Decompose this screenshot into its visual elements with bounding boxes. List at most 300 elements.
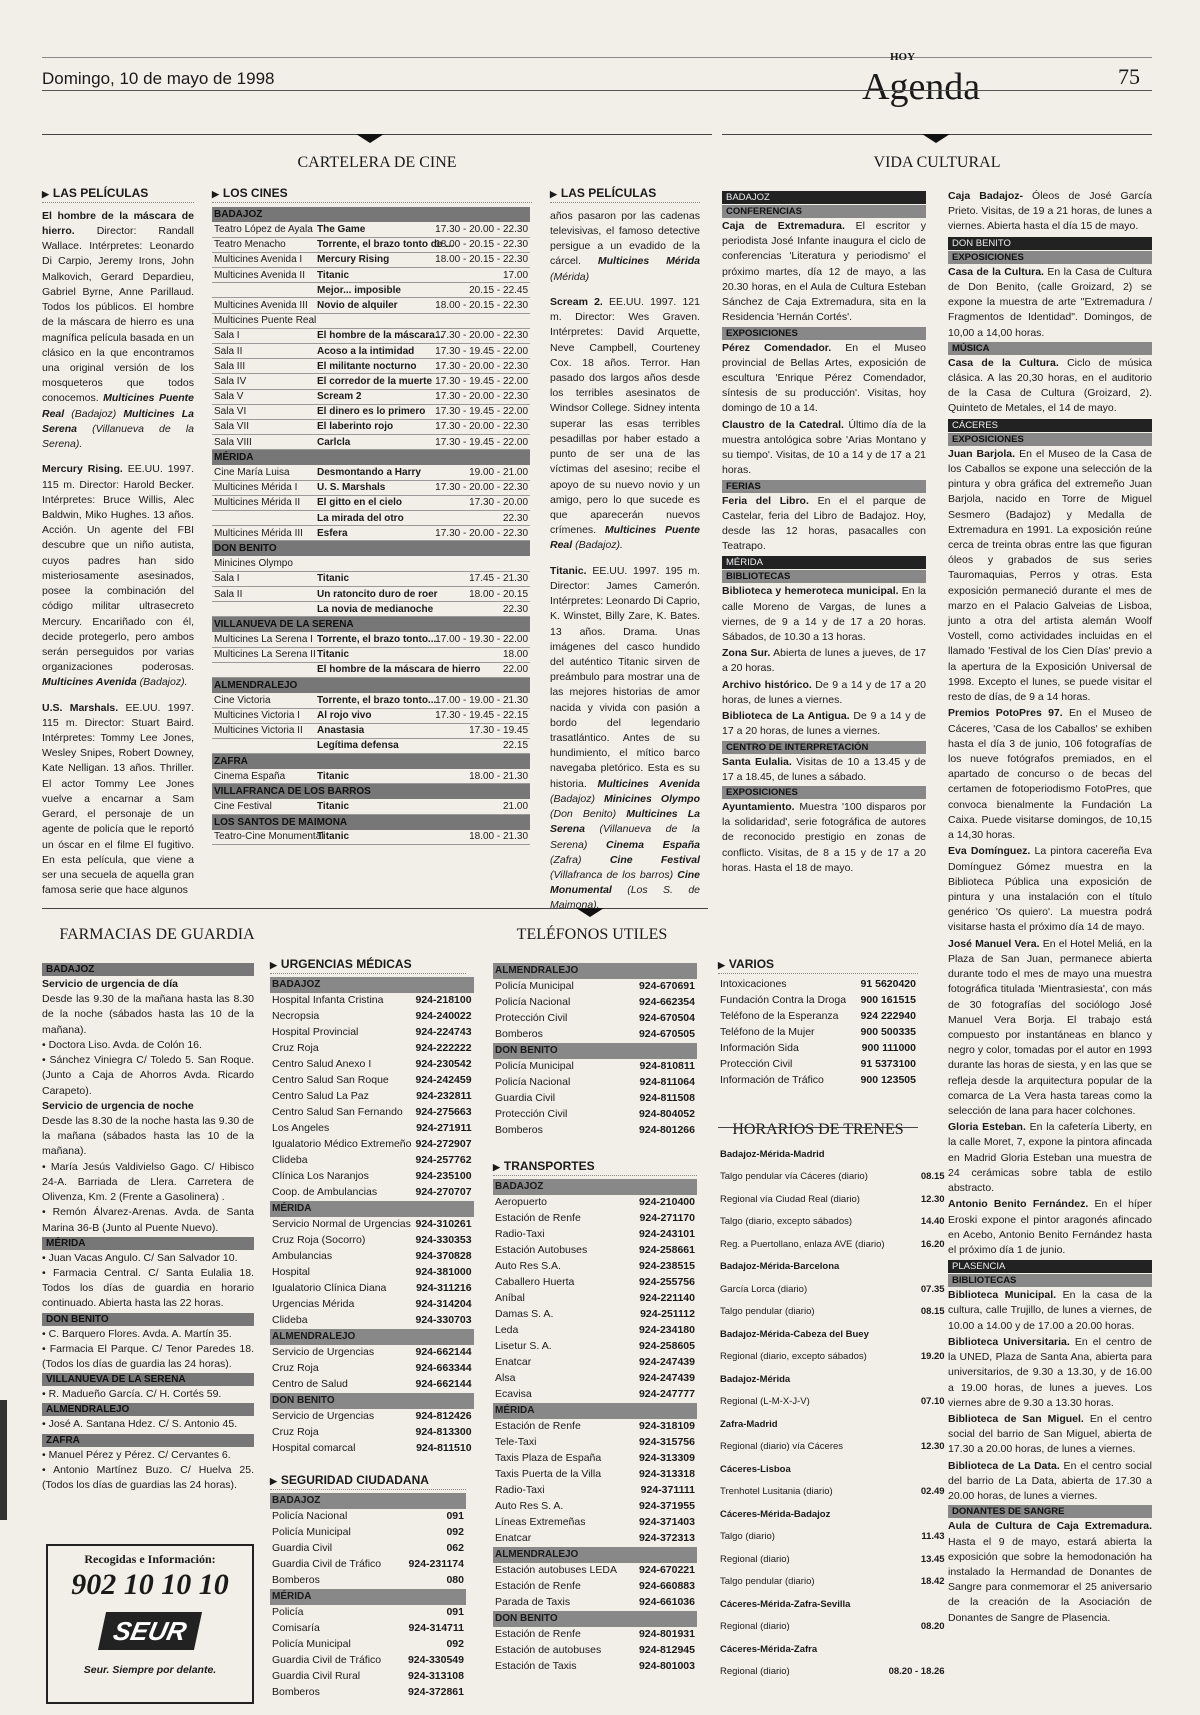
- cine-film: La novia de medianoche: [315, 602, 432, 617]
- farmacia-entry: • Remón Álvarez-Arenas. Avda. de Santa Marina 36-B (Junto al Puente Nuevo).: [42, 1206, 254, 1234]
- cine-hours: 17.30 - 20.00 - 22.30: [432, 480, 530, 495]
- pelicula-title: El hombre de la máscara de hierro.: [42, 209, 194, 238]
- cine-name: Multicines La Serena II: [212, 647, 315, 662]
- tel-name: Comisaría: [272, 1621, 320, 1634]
- tel-name: Servicio Normal de Urgencias: [272, 1217, 411, 1230]
- tel-number[interactable]: 924-662144: [415, 1377, 472, 1390]
- tel-number[interactable]: 924-381000: [415, 1265, 472, 1278]
- cine-name: Multicines Puente Real: [212, 313, 315, 328]
- cine-row: [212, 252, 530, 267]
- tel-group-label: BADAJOZ: [270, 977, 474, 993]
- pelicula-venue: Multicines La Serena: [42, 407, 194, 435]
- cine-name: Teatro-Cine Monumental: [212, 830, 315, 845]
- cine-hours: 17.30 - 19.45 - 22.15: [432, 708, 530, 723]
- cine-row: [212, 344, 530, 359]
- tel-name: Protección Civil: [495, 1012, 568, 1025]
- tel-name: Coop. de Ambulancias: [272, 1185, 378, 1198]
- tel-number[interactable]: 924-222222: [415, 1041, 472, 1054]
- seur-ad[interactable]: [46, 1544, 254, 1704]
- tel-number[interactable]: 924-210400: [638, 1195, 695, 1208]
- tel-number[interactable]: 924-660883: [638, 1579, 695, 1592]
- tel-row: [270, 1073, 474, 1089]
- cultural-entry-body: En la cafetería Liberty, en la calle Moret, 7, expone la pintora afincada en Madrid Gloria Esteban una muestra de 24 cerámicas sobre tabla de estilo abstracto.: [948, 1121, 1152, 1195]
- tel-number[interactable]: 924-243101: [638, 1227, 695, 1240]
- cultural-entry: [722, 494, 926, 555]
- train-service: Regional (diario) vía Cáceres: [720, 1441, 844, 1453]
- tel-number[interactable]: 924-330353: [415, 1233, 472, 1246]
- tel-number[interactable]: 900 111000: [861, 1041, 916, 1054]
- pelicula-entry: [42, 462, 194, 690]
- tel-number[interactable]: 924-810811: [639, 1060, 695, 1073]
- cine-row: [212, 268, 530, 283]
- tel-number[interactable]: 924-811508: [639, 1092, 695, 1105]
- tel-name: Taxis Puerta de la Villa: [495, 1467, 602, 1480]
- tel-row: [270, 1573, 466, 1589]
- tel-name: Estación de Renfe: [495, 1211, 581, 1224]
- cultural-entry-title: Biblioteca Municipal.: [948, 1289, 1057, 1302]
- tel-number[interactable]: 091: [446, 1605, 464, 1618]
- train-time: 08.15: [920, 1306, 945, 1318]
- tel-number[interactable]: 924-270707: [415, 1185, 472, 1198]
- cine-hours: 22.30: [432, 511, 530, 526]
- cultural-entry-body: Muestra '100 disparos por la solidaridad', serie fotográfica de autores de reconocido prestigio en zonas de conflicto. Visitas, de 8 a 15 y de 17 a 20 horas. Hasta el 18 de mayo.: [722, 801, 926, 874]
- tel-number[interactable]: 924-662144: [415, 1345, 472, 1358]
- tel-group-row: [270, 1201, 474, 1217]
- cultural-city-bar: DON BENITO: [948, 237, 1152, 250]
- tel-number[interactable]: 924-670691: [638, 980, 695, 993]
- cine-row: [212, 830, 530, 845]
- cine-film: Novio de alquiler: [315, 298, 432, 313]
- tel-row: [493, 1627, 697, 1643]
- cultural-entry: [948, 189, 1152, 235]
- tel-number[interactable]: 092: [446, 1525, 464, 1538]
- tel-row: [493, 1075, 697, 1091]
- tel-row: [493, 1107, 697, 1123]
- cine-name: [212, 283, 315, 298]
- cine-name: Multicines Avenida II: [212, 268, 315, 283]
- cine-film: El hombre de la máscara de hierro: [315, 662, 432, 677]
- train-service: Reg. a Puertollano, enlaza AVE (diario): [720, 1238, 885, 1250]
- cine-film: Torrente, el brazo tonto...: [315, 632, 432, 647]
- cine-hours: 22.00: [432, 662, 530, 677]
- tel-number[interactable]: 924-315756: [638, 1435, 695, 1448]
- telefonos-arrow-icon: [576, 908, 604, 917]
- tel-number[interactable]: 080: [446, 1573, 464, 1586]
- tel-number[interactable]: 924-663344: [415, 1361, 472, 1374]
- tel-name: Estación de Renfe: [495, 1627, 581, 1640]
- tel-row: [493, 1371, 697, 1387]
- cine-film: [315, 313, 432, 328]
- tel-number[interactable]: 924-258661: [638, 1243, 695, 1256]
- cine-row: [212, 799, 530, 814]
- cine-row: [212, 389, 530, 404]
- train-time: 08.20 - 18.26: [888, 1666, 945, 1678]
- tel-name: Estación de autobuses: [495, 1643, 602, 1656]
- tel-number[interactable]: 924-235100: [415, 1169, 472, 1182]
- cultural-entry-body: Visitas de 10 a 13.45 y de 17 a 18.45, de lunes a sábado.: [722, 755, 926, 783]
- tel-number[interactable]: 924-242459: [415, 1073, 472, 1086]
- peliculas-head-2: ▶ LAS PELÍCULAS: [550, 186, 700, 203]
- train-row: [718, 1211, 947, 1234]
- tel-row: [493, 1091, 697, 1107]
- cine-hours: 18.00 - 20.15 - 22.30: [432, 252, 530, 267]
- tel-number[interactable]: 924-313309: [638, 1451, 695, 1464]
- tel-number[interactable]: 924-313108: [407, 1669, 464, 1682]
- page-date: Domingo, 10 de mayo de 1998: [42, 69, 275, 88]
- ad-top-text: Recogidas e Información:: [84, 1552, 216, 1566]
- cine-group-label: VILLAFRANCA DE LOS BARROS: [212, 784, 530, 799]
- tel-number[interactable]: 924-314204: [415, 1297, 472, 1310]
- train-route-row: [718, 1414, 947, 1437]
- cine-row: [212, 693, 530, 708]
- cultural-entry-body: Último día de la muestra antológica sobre 'Arias Montano y su tiempo'. Visitas, de 10 a 14 y de 17 a 21 horas.: [722, 418, 926, 477]
- cultural-city-bar: BADAJOZ: [722, 191, 926, 204]
- cultural-entry: [948, 447, 1152, 706]
- cultural-entry-body: En el el parque de Castelar, feria del Libro de Badajoz. Hoy, desde las 12 horas, pasacalles con Teatrapo.: [722, 494, 926, 553]
- cine-film: El gitto en el cielo: [315, 495, 432, 510]
- tel-number[interactable]: 924-232811: [416, 1089, 472, 1102]
- tel-name: Guardia Civil: [495, 1092, 556, 1105]
- tel-name: Policía Municipal: [495, 980, 574, 993]
- train-row: [718, 1166, 947, 1189]
- tel-name: Igualatorio Clínica Diana: [272, 1281, 387, 1294]
- train-row: [718, 1346, 947, 1369]
- tel-number[interactable]: 91 5620420: [860, 977, 916, 990]
- cine-group-row: [212, 784, 530, 799]
- cine-film: Legítima defensa: [315, 738, 432, 753]
- cultural-entry-title: Caja Badajoz-: [948, 190, 1023, 202]
- tel-name: Clideba: [272, 1153, 308, 1166]
- cine-row: [212, 419, 530, 434]
- tel-name: Auto Res S. A.: [495, 1499, 564, 1512]
- tel-group-row: [270, 977, 474, 993]
- cine-row: [212, 632, 530, 647]
- tel-row: [493, 1451, 697, 1467]
- cultural-city-bar: CÁCERES: [948, 419, 1152, 432]
- tel-group-label: ALMENDRALEJO: [493, 963, 697, 979]
- tel-group-row: [493, 1179, 697, 1195]
- tel-number[interactable]: 924-224743: [415, 1025, 472, 1038]
- tel-number[interactable]: 924-238515: [638, 1259, 695, 1272]
- train-route: Badajoz-Mérida: [720, 1373, 791, 1385]
- cultural-entry-body: En la Casa de Cultura de Don Benito, (calle Groizard, 2) se expone la muestra de arte "Extremadura / Fragmentos de Identidad". Domingos, de 10,00 a 14,00 horas.: [948, 265, 1152, 339]
- tel-number[interactable]: 062: [446, 1541, 464, 1554]
- tel-number[interactable]: 924-247777: [638, 1387, 695, 1400]
- telefonos-rule: [272, 908, 708, 909]
- cine-hours: 18.00 - 20.15: [432, 587, 530, 602]
- cine-film: El hombre de la máscara...: [315, 328, 432, 343]
- header-rule: [42, 90, 1152, 91]
- tel-number[interactable]: 924-372861: [407, 1685, 464, 1698]
- train-row: [718, 1549, 947, 1572]
- cine-hours: 17.30 - 20.00 - 22.30: [432, 328, 530, 343]
- cine-group-row: [212, 207, 530, 222]
- tel-name: Enatcar: [495, 1355, 532, 1368]
- tel-number[interactable]: 924-221140: [639, 1291, 695, 1304]
- cultural-category: MÚSICA: [948, 342, 1152, 355]
- tel-number[interactable]: 924-234180: [638, 1323, 695, 1336]
- tel-row: [493, 1435, 697, 1451]
- cultural-entry: [722, 646, 926, 676]
- farmacia-entry: • Antonio Martínez Buzo. C/ Huelva 25. (Todos los días de guardias las 24 horas).: [42, 1463, 254, 1492]
- train-route: Badajoz-Mérida-Madrid: [720, 1148, 825, 1160]
- cine-hours: 17.30 - 20.00 - 22.30: [432, 359, 530, 374]
- tel-number[interactable]: 900 161515: [860, 993, 916, 1006]
- tel-number[interactable]: 091: [446, 1509, 464, 1522]
- tel-number[interactable]: 924-661036: [638, 1595, 695, 1608]
- tel-name: Aníbal: [495, 1291, 525, 1304]
- tel-row: [270, 993, 474, 1009]
- tel-number[interactable]: 924-247439: [638, 1355, 695, 1368]
- tel-number[interactable]: 924-230542: [415, 1057, 472, 1070]
- train-row: [718, 1301, 947, 1324]
- cultural-entry-body: En el centro social del barrio de La Data, abierta de 17.30 a 20.00 horas, de lunes a viernes.: [948, 1459, 1152, 1503]
- cultural-entry-body: En la calle Moreno de Vargas, de lunes a viernes, de 9 a 14 y de 17 a 20 horas. Sábados, de 10.30 a 13 horas.: [722, 585, 926, 644]
- tel-number[interactable]: 924-255756: [638, 1275, 695, 1288]
- tel-number[interactable]: 924-371403: [638, 1515, 695, 1528]
- cine-film: Titanic: [315, 799, 432, 814]
- cultural-entry: [948, 1120, 1152, 1196]
- cultural-entry-title: Juan Barjola.: [948, 447, 1016, 460]
- cine-group-label: BADAJOZ: [212, 207, 530, 222]
- train-service: Regional (diario): [720, 1553, 790, 1565]
- pelicula-entry: [42, 701, 194, 899]
- train-row: [718, 1526, 947, 1549]
- tel-name: Caballero Huerta: [495, 1275, 575, 1288]
- tel-number[interactable]: 924-218100: [415, 993, 472, 1006]
- tel-number[interactable]: 924-812426: [415, 1409, 472, 1422]
- cine-name: Multicines La Serena I: [212, 632, 315, 647]
- tel-row: [270, 1121, 474, 1137]
- tel-name: Estación de Taxis: [495, 1659, 577, 1672]
- cine-row: [212, 708, 530, 723]
- tel-row: [718, 1057, 918, 1073]
- tel-number[interactable]: 900 500335: [860, 1025, 916, 1038]
- cine-row: [212, 404, 530, 419]
- tel-number[interactable]: 924-801266: [638, 1124, 695, 1137]
- pelicula-entry: [42, 209, 194, 453]
- pelicula-scream: Scream 2. EE.UU. 1997. 121 m. Director: Wes Graven. Intérpretes: David Arquette, Neve Campbell, Courteney Cox. 18 años. Terror. Han pasado dos largos años desde los terribles asesinatos de Windsor College. Sidney intenta superar las esas terribles pesadillas por haber estado a punto de ser una de las víctimas del asesino; recibe el apoyo de su nuevo novio y un amigo, pero lo que sucede es que aparecerán nuevos crímenes. Multicines Puente Real (Badajoz).: [550, 295, 700, 552]
- train-time: 16.20: [920, 1238, 945, 1250]
- tel-number[interactable]: 924-371111: [640, 1483, 695, 1496]
- cultural-entry-body: Hasta el 9 de mayo, estará abierta la exposición que sobre la hemodonación ha instalado la Hermandad de Donantes de Sangre para conmemorar el 25 aniversario de la creación de la Asociación de Donantes de Sangre de Plasencia.: [948, 1535, 1152, 1624]
- tel-number[interactable]: 924-258605: [638, 1339, 695, 1352]
- tel-number[interactable]: 924-811510: [416, 1441, 472, 1454]
- tel-name: Servicio de Urgencias: [272, 1409, 375, 1422]
- cine-row: [212, 662, 530, 677]
- tel-name: Líneas Extremeñas: [495, 1515, 586, 1528]
- cultural-entry: [722, 341, 926, 417]
- tel-number[interactable]: 924-275663: [415, 1105, 472, 1118]
- tel-row: [718, 977, 918, 993]
- tel-row: [270, 1557, 466, 1573]
- tel-group-row: [270, 1589, 466, 1605]
- tel-number[interactable]: 924-670504: [638, 1012, 695, 1025]
- tel-row: [270, 1621, 466, 1637]
- cultural-category: EXPOSICIONES: [722, 327, 926, 340]
- train-row: [718, 1436, 947, 1459]
- tel-row: [270, 1441, 474, 1457]
- tel-group-label: MÉRIDA: [270, 1589, 466, 1605]
- urgencias-head: ▶ URGENCIAS MÉDICAS: [270, 957, 466, 974]
- tel-name: Intoxicaciones: [720, 977, 787, 990]
- tel-number[interactable]: 924-662354: [638, 996, 695, 1009]
- tel-row: [270, 1345, 474, 1361]
- tel-row: [270, 1409, 474, 1425]
- cultural-entry: [948, 1288, 1152, 1334]
- cine-hours: [432, 313, 530, 328]
- cultural-entry-title: Zona Sur.: [722, 647, 771, 660]
- transportes-head: ▶ TRANSPORTES: [493, 1159, 697, 1176]
- tel-row: [270, 1025, 474, 1041]
- train-route: Badajoz-Mérida-Cabeza del Buey: [720, 1328, 869, 1340]
- tel-number[interactable]: 924-804052: [638, 1108, 695, 1121]
- tel-number[interactable]: 924-310261: [415, 1217, 472, 1230]
- tel-number[interactable]: 924-318109: [638, 1419, 695, 1432]
- tel-number[interactable]: 924-314711: [408, 1621, 464, 1634]
- tel-number[interactable]: 924-240022: [415, 1009, 472, 1022]
- page-number: 75: [1118, 64, 1140, 89]
- cultural-entry: [948, 1197, 1152, 1258]
- tel-name: Hospital Infanta Cristina: [272, 993, 384, 1006]
- cine-name: Sala I: [212, 571, 315, 586]
- tel-number[interactable]: 924-257762: [415, 1153, 472, 1166]
- tel-number[interactable]: 924-801931: [638, 1627, 695, 1640]
- tel-number[interactable]: 924-330703: [415, 1313, 472, 1326]
- cultural-category: EXPOSICIONES: [722, 786, 926, 799]
- tel-number[interactable]: 924-272907: [415, 1137, 472, 1150]
- tel-row: [270, 1009, 474, 1025]
- tel-name: Centro Salud La Paz: [272, 1089, 369, 1102]
- tel-number[interactable]: 924-311216: [416, 1281, 472, 1294]
- cultural-category: CONFERENCIAS: [722, 205, 926, 218]
- cine-row: [212, 556, 530, 571]
- tel-row: [493, 1531, 697, 1547]
- cultural-entry-body: En la casa de la cultura, calle Trujillo, de lunes a viernes, de 10.00 a 14.00 y de 17.00 a 20.00 horas.: [948, 1289, 1152, 1332]
- cines-head: ▶ LOS CINES: [212, 186, 532, 203]
- tel-number[interactable]: 924 222940: [860, 1009, 916, 1022]
- tel-name: Policía Nacional: [495, 1076, 571, 1089]
- cultural-entry-title: Premios PotoPres 97.: [948, 707, 1063, 720]
- tel-name: Cruz Roja: [272, 1425, 319, 1438]
- farmacia-city: MÉRIDA: [42, 1237, 254, 1250]
- cine-name: Minicines Olympo: [212, 556, 315, 571]
- cultural-entry: [722, 709, 926, 739]
- farmacia-entry: • Farmacia El Parque. C/ Tenor Paredes 18. (Todos los días de guardia las 24 horas).: [42, 1342, 254, 1371]
- tel-number[interactable]: 900 123505: [860, 1073, 916, 1086]
- cine-name: Sala VIII: [212, 435, 315, 450]
- tel-number[interactable]: 924-271170: [639, 1211, 695, 1224]
- cultural-entry-title: Casa de la Cultura.: [948, 265, 1044, 278]
- tel-row: [718, 993, 918, 1009]
- train-service: Regional (diario, excepto sábados): [720, 1351, 867, 1363]
- tel-group-row: [493, 1547, 697, 1563]
- tel-number[interactable]: 924-670505: [638, 1028, 695, 1041]
- pelicula-venue-city: (Villanueva de la Serena).: [42, 422, 194, 451]
- tel-name: Igualatorio Médico Extremeño: [272, 1137, 412, 1150]
- cine-film: Mercury Rising: [315, 252, 432, 267]
- tel-name: Ambulancias: [272, 1249, 333, 1262]
- cine-film: Mejor... imposible: [315, 283, 432, 298]
- tel-number[interactable]: 924-330549: [407, 1653, 464, 1666]
- tel-number[interactable]: 924-801003: [638, 1659, 695, 1672]
- cine-hours: 17.30 - 19.45 - 22.00: [432, 344, 530, 359]
- tel-number[interactable]: 924-313318: [638, 1467, 695, 1480]
- tel-number[interactable]: 092: [446, 1637, 464, 1650]
- tel-row: [493, 1419, 697, 1435]
- tel-name: Auto Res S.A.: [495, 1259, 561, 1272]
- tel-number[interactable]: 924-811064: [639, 1076, 695, 1089]
- tel-row: [493, 1659, 697, 1675]
- cine-row: [212, 495, 530, 510]
- tel-number[interactable]: 924-813300: [415, 1425, 472, 1438]
- varios-head: ▶ VARIOS: [718, 957, 918, 974]
- train-route-row: [718, 1256, 947, 1279]
- tel-number[interactable]: 924-370828: [415, 1249, 472, 1262]
- cultural-entry: [948, 706, 1152, 843]
- tel-row: [718, 1009, 918, 1025]
- transportes-table: [493, 1179, 697, 1675]
- tel-row: [493, 995, 697, 1011]
- tel-name: Información de Tráfico: [720, 1073, 824, 1086]
- cine-name: Cinema España: [212, 769, 315, 784]
- tel-number[interactable]: 924-372313: [638, 1531, 695, 1544]
- cine-group-row: [212, 678, 530, 693]
- tel-name: Cruz Roja (Socorro): [272, 1233, 366, 1246]
- tel-number[interactable]: 924-271911: [416, 1121, 472, 1134]
- cine-hours: 22.30: [432, 602, 530, 617]
- train-service: Talgo pendular (diario): [720, 1576, 815, 1588]
- cultural-category: CENTRO DE INTERPRETACIÓN: [722, 741, 926, 754]
- tel-number[interactable]: 924-247439: [638, 1371, 695, 1384]
- cine-film: El laberinto rojo: [315, 419, 432, 434]
- tel-number[interactable]: 924-670221: [638, 1563, 695, 1576]
- pelicula-venue: Multicines Puente Real: [42, 392, 195, 420]
- tel-row: [493, 1595, 697, 1611]
- tel-number[interactable]: 91 5373100: [860, 1057, 916, 1070]
- cine-hours: [432, 556, 530, 571]
- tel-row: [718, 1025, 918, 1041]
- tel-name: Fundación Contra la Droga: [720, 993, 847, 1006]
- tel-row: [493, 1227, 697, 1243]
- tel-name: Parada de Taxis: [495, 1595, 571, 1608]
- cine-film: Un ratoncito duro de roer: [315, 587, 432, 602]
- tel-name: Estación de Renfe: [495, 1419, 581, 1432]
- cine-name: Multicines Mérida III: [212, 526, 315, 541]
- tel-number[interactable]: 924-251112: [640, 1307, 695, 1320]
- cine-hours: 17.30 - 20.00 - 22.30: [432, 389, 530, 404]
- tel-row: [493, 1355, 697, 1371]
- farmacia-entry: • R. Madueño García. C/ H. Cortés 59.: [42, 1388, 222, 1401]
- train-service: Regional (diario): [720, 1621, 790, 1633]
- cultural-entry-body: Óleos de José García Prieto. Visitas, de 19 a 21 horas, de lunes a viernes. Abierta hasta el día 15 de mayo.: [948, 190, 1152, 233]
- cine-hours: 19.00 - 21.00: [432, 465, 530, 480]
- tel-name: Teléfono de la Esperanza: [720, 1009, 839, 1022]
- cine-group-row: [212, 754, 530, 769]
- cultural-entry: [722, 418, 926, 479]
- tel-name: Servicio de Urgencias: [272, 1345, 375, 1358]
- train-row: [718, 1481, 947, 1504]
- train-service: García Lorca (diario): [720, 1283, 808, 1295]
- tel-number[interactable]: 924-812945: [638, 1643, 695, 1656]
- tel-row: [493, 1339, 697, 1355]
- tel-number[interactable]: 924-371955: [638, 1499, 695, 1512]
- cine-group-label: ALMENDRALEJO: [212, 678, 530, 693]
- tel-number[interactable]: 924-231174: [408, 1557, 464, 1570]
- tel-name: Leda: [495, 1323, 519, 1336]
- tel-name: Damas S. A.: [495, 1307, 554, 1320]
- cine-name: Teatro López de Ayala: [212, 222, 315, 237]
